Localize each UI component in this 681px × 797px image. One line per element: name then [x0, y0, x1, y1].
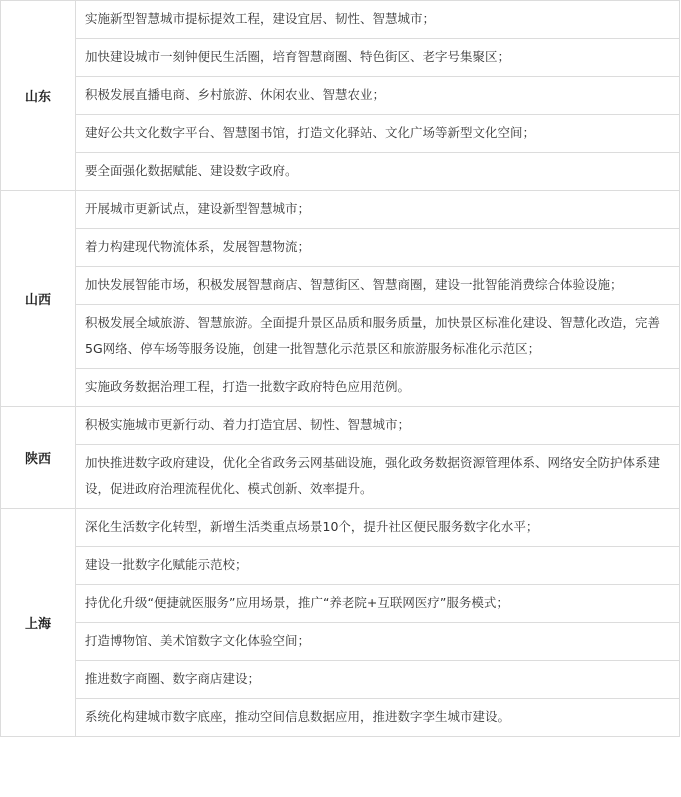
policy-item: 实施新型智慧城市提标提效工程，建设宜居、韧性、智慧城市； [76, 1, 680, 39]
policy-item: 积极发展直播电商、乡村旅游、休闲农业、智慧农业； [76, 77, 680, 115]
policy-item: 开展城市更新试点，建设新型智慧城市； [76, 191, 680, 229]
policy-item: 积极发展全域旅游、智慧旅游。全面提升景区品质和服务质量，加快景区标准化建设、智慧化改造，完善5G网络、停车场等服务设施，创建一批智慧化示范景区和旅游服务标准化示范区； [76, 305, 680, 369]
region-label: 山东 [1, 1, 76, 191]
table-row [1, 445, 680, 509]
policy-item: 持优化升级“便捷就医服务”应用场景，推广“养老院+互联网医疗”服务模式； [76, 585, 680, 623]
policy-item: 建设一批数字化赋能示范校； [76, 547, 680, 585]
policy-item: 实施政务数据治理工程，打造一批数字政府特色应用范例。 [76, 369, 680, 407]
policy-item: 积极实施城市更新行动、着力打造宜居、韧性、智慧城市； [76, 407, 680, 445]
policy-item: 系统化构建城市数字底座，推动空间信息数据应用，推进数字孪生城市建设。 [76, 699, 680, 737]
table-row [1, 153, 680, 191]
policy-item: 深化生活数字化转型，新增生活类重点场景10个，提升社区便民服务数字化水平； [76, 509, 680, 547]
region-label: 上海 [1, 509, 76, 737]
policy-table-body [1, 1, 680, 737]
table-row [1, 305, 680, 369]
table-row [1, 1, 680, 39]
policy-item: 推进数字商圈、数字商店建设； [76, 661, 680, 699]
region-label: 山西 [1, 191, 76, 407]
policy-item: 着力构建现代物流体系，发展智慧物流； [76, 229, 680, 267]
table-row [1, 267, 680, 305]
table-row [1, 39, 680, 77]
policy-item: 加快发展智能市场，积极发展智慧商店、智慧街区、智慧商圈，建设一批智能消费综合体验设施； [76, 267, 680, 305]
policy-item: 加快建设城市一刻钟便民生活圈，培育智慧商圈、特色街区、老字号集聚区； [76, 39, 680, 77]
table-row [1, 623, 680, 661]
table-row [1, 661, 680, 699]
table-row [1, 699, 680, 737]
region-label: 陕西 [1, 407, 76, 509]
table-row [1, 407, 680, 445]
table-row [1, 509, 680, 547]
table-row [1, 191, 680, 229]
table-row [1, 229, 680, 267]
policy-item: 打造博物馆、美术馆数字文化体验空间； [76, 623, 680, 661]
table-row [1, 115, 680, 153]
table-row [1, 369, 680, 407]
policy-item: 要全面强化数据赋能、建设数字政府。 [76, 153, 680, 191]
policy-item: 建好公共文化数字平台、智慧图书馆，打造文化驿站、文化广场等新型文化空间； [76, 115, 680, 153]
policy-item: 加快推进数字政府建设，优化全省政务云网基础设施，强化政务数据资源管理体系、网络安全防护体系建设，促进政府治理流程优化、模式创新、效率提升。 [76, 445, 680, 509]
table-row [1, 77, 680, 115]
table-row [1, 585, 680, 623]
table-row [1, 547, 680, 585]
